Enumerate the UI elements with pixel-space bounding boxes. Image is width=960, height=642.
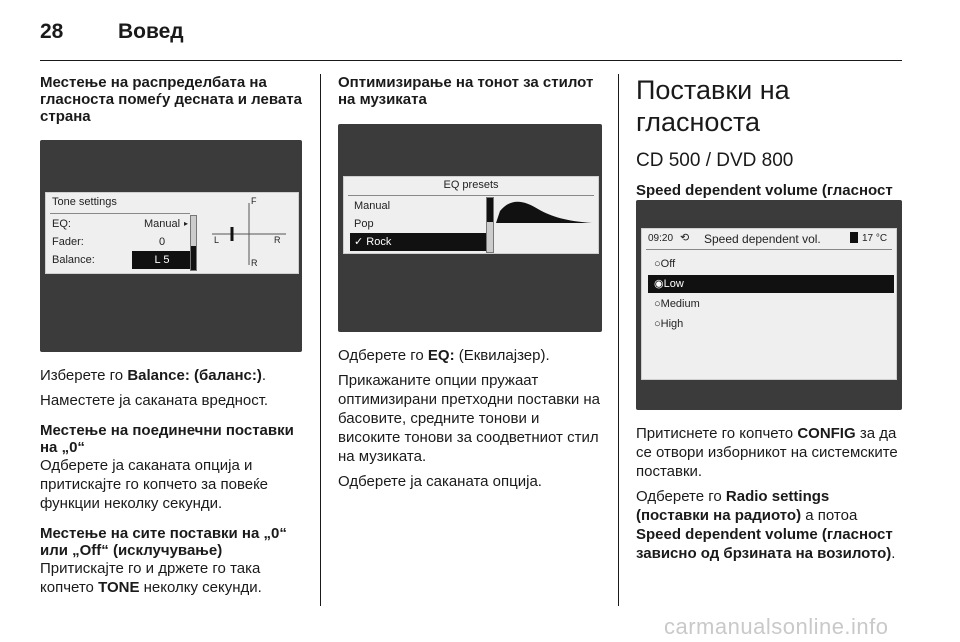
eq-presets-screen — [343, 176, 599, 254]
model-subheading: CD 500 / DVD 800 — [636, 150, 794, 171]
eq-item-label: Rock — [366, 236, 392, 248]
text: Одберете го — [338, 347, 428, 364]
column-1-body — [40, 366, 302, 597]
graph-right-label: R — [274, 235, 281, 245]
column-2-body — [338, 346, 602, 491]
page-title: Вовед — [118, 20, 184, 43]
text: Притиснете го копчето — [636, 425, 798, 442]
page-number: 28 — [40, 20, 64, 43]
temperature-text: 17 °C — [862, 233, 888, 244]
eq-presets-title: EQ presets — [443, 179, 499, 191]
scrollbar-thumb — [487, 198, 493, 222]
tone-row-eq — [52, 215, 192, 233]
paragraph — [636, 424, 902, 481]
tone-row-label: Balance: — [52, 254, 95, 266]
text: Одберете го — [636, 488, 726, 505]
column-2 — [338, 74, 602, 108]
watermark: carmanualsonline.info — [664, 614, 889, 639]
scrollbar — [190, 215, 197, 271]
balance-graph — [202, 197, 296, 271]
section-heading-eq: Оптимизирање на тонот за стилот на музиката — [338, 74, 594, 108]
paragraph — [40, 559, 302, 597]
text: Притискајте го и држете го така копчето — [40, 560, 261, 596]
text: Изберете го — [40, 367, 128, 384]
text: за да се отвори изборникот на системските поставки. — [636, 425, 898, 480]
option-label: Low — [663, 278, 684, 290]
title-underline — [348, 195, 594, 196]
eq-item-pop: Pop — [354, 218, 374, 230]
tone-row-fader — [52, 233, 192, 251]
column-3-body — [636, 424, 902, 563]
option-low-selected — [648, 275, 894, 293]
speed-volume-screen — [641, 228, 897, 380]
back-icon: ⟲ — [680, 232, 690, 244]
scrollbar — [486, 197, 494, 253]
radio-icon: ○ — [654, 298, 661, 310]
paragraph: Одберете ја саканата опција. — [338, 473, 542, 490]
column-divider-1 — [320, 74, 321, 606]
paragraph — [338, 346, 602, 365]
phone-icon — [850, 232, 858, 243]
title-underline — [646, 249, 892, 250]
graph-rear-label: R — [251, 258, 258, 268]
scrollbar-thumb — [191, 246, 196, 270]
text: (Еквилајзер). — [454, 347, 550, 364]
option-medium — [648, 295, 894, 313]
text: неколку секунди. — [139, 579, 262, 596]
paragraph: Одберете ја саканата опција и притискајте го копчето за повеќе функции неколку секунди. — [40, 457, 268, 512]
graph-left-label: L — [214, 235, 220, 245]
header-rule — [40, 60, 902, 61]
speed-volume-screenshot — [636, 200, 902, 410]
clock-text: 09:20 — [648, 233, 674, 244]
option-label: High — [660, 318, 684, 330]
section-heading-all: Местење на сите поставки на „0“ или „Off“ (исклучување) — [40, 525, 287, 559]
tone-row-balance — [52, 251, 192, 269]
radio-icon: ○ — [654, 258, 661, 270]
speed-volume-title: Speed dependent vol. — [704, 232, 821, 246]
eq-item-manual: Manual — [354, 200, 391, 212]
option-high — [648, 315, 894, 333]
radio-icon: ○ — [654, 318, 661, 330]
tone-row-value-selected: L 5 — [132, 251, 192, 269]
radio-selected-icon: ◉ — [654, 278, 664, 290]
eq-presets-screenshot — [338, 124, 602, 332]
paragraph: Прикажаните опции пружаат оптимизирани претходни поставки на басовите, средните тонови и високите тонови за соодветниот стил на музиката. — [338, 372, 600, 465]
tone-settings-screen — [45, 192, 299, 274]
bold-text: Radio settings (поставки на радиото) — [636, 488, 830, 524]
tone-settings-title: Tone settings — [52, 196, 117, 208]
eq-curve-graph — [496, 199, 592, 225]
bold-text: TONE — [98, 579, 140, 596]
paragraph: Наместете ја саканата вредност. — [40, 392, 269, 409]
option-label: Off — [660, 258, 676, 270]
text: . — [891, 545, 896, 562]
section-heading-balance: Местење на распределбата на гласноста помеѓу десната и левата страна — [40, 74, 302, 125]
section-heading-sdv: Speed dependent volume (гласност — [636, 182, 893, 199]
section-title-volume: Поставки на гласноста — [636, 75, 790, 137]
eq-item-rock-selected — [350, 233, 490, 251]
option-label: Medium — [660, 298, 700, 310]
bold-text: Balance: (баланс:) — [127, 367, 262, 384]
text: . — [261, 367, 267, 384]
column-3 — [636, 74, 902, 216]
title-underline — [50, 213, 190, 214]
bold-text: CONFIG — [797, 425, 856, 442]
tone-row-label: Fader: — [52, 236, 84, 248]
bold-text: Speed dependent volume (гласност зависно од брзината на возилото) — [636, 526, 893, 562]
tone-settings-screenshot — [40, 140, 302, 352]
paragraph — [40, 366, 302, 385]
column-divider-2 — [618, 74, 619, 606]
tone-row-label: EQ: — [52, 218, 71, 230]
bold-text: EQ: — [427, 347, 455, 364]
graph-front-label: F — [251, 196, 257, 206]
section-heading-individual: Местење на поединечни поставки на „0“ — [40, 422, 294, 456]
tone-row-value: 0 — [158, 236, 166, 248]
column-1 — [40, 74, 302, 125]
tone-row-value: Manual — [143, 218, 181, 230]
text: а потоа — [801, 507, 858, 524]
check-icon: ✓ — [354, 236, 364, 248]
arrow-right-icon: ▸ — [184, 219, 189, 228]
option-off — [648, 255, 894, 273]
paragraph — [636, 487, 902, 563]
